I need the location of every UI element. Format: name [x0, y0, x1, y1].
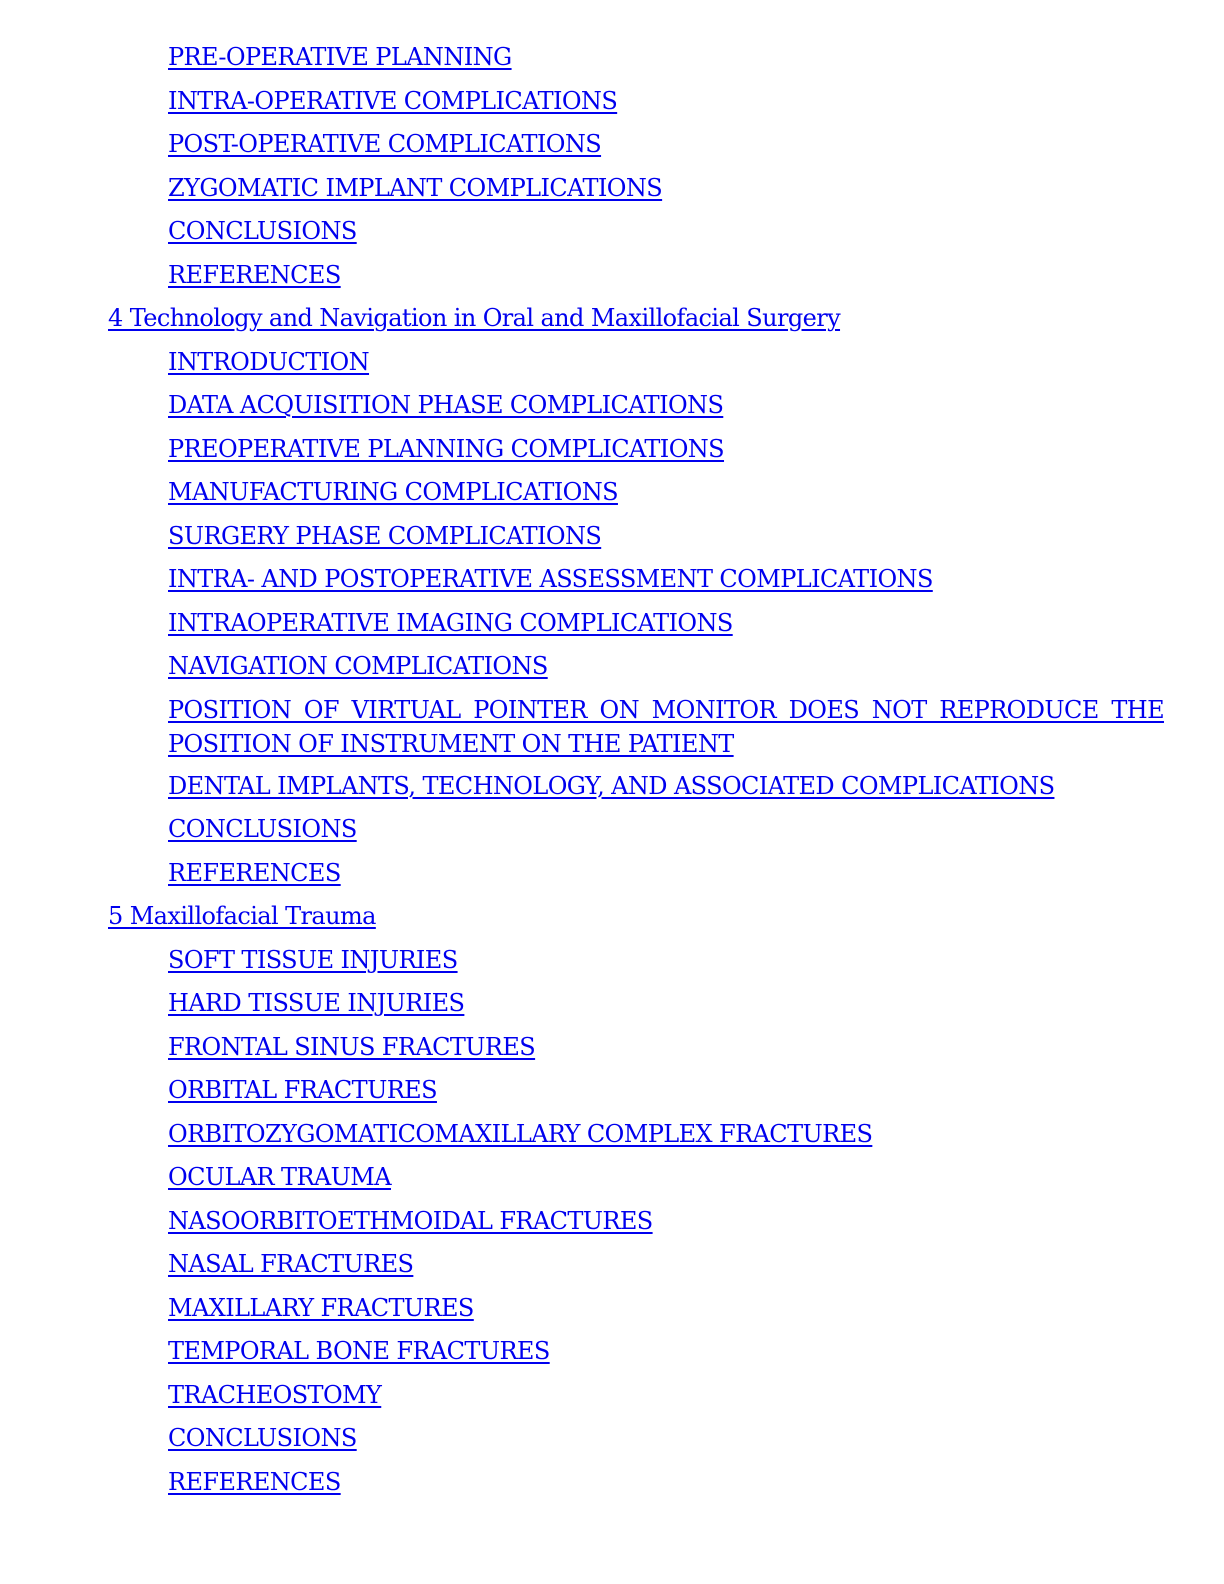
toc-link-conclusions[interactable]: CONCLUSIONS [168, 217, 357, 245]
toc-link-maxillary-fractures[interactable]: MAXILLARY FRACTURES [168, 1293, 474, 1322]
toc-link-references[interactable]: REFERENCES [168, 260, 341, 289]
toc-link-navigation-complications[interactable]: NAVIGATION COMPLICATIONS [168, 652, 548, 680]
toc-link-references[interactable]: REFERENCES [168, 858, 341, 887]
toc-link-dental-implants[interactable]: DENTAL IMPLANTS, TECHNOLOGY, AND ASSOCIATED COMPLICATIONS [168, 771, 1055, 800]
toc-link-conclusions[interactable]: CONCLUSIONS [168, 1424, 357, 1452]
toc-link-manufacturing[interactable]: MANUFACTURING COMPLICATIONS [168, 478, 618, 506]
toc-link-hard-tissue-injuries[interactable]: HARD TISSUE INJURIES [168, 989, 465, 1017]
toc-link-references[interactable]: REFERENCES [168, 1467, 341, 1496]
toc-link-preoperative-planning[interactable]: PREOPERATIVE PLANNING COMPLICATIONS [168, 434, 725, 463]
toc-link-virtual-pointer-position[interactable]: POSITION OF VIRTUAL POINTER ON MONITOR DOES NOT REPRODUCE THE POSITION OF INSTRUMENT ON THE PATIENT [168, 695, 1164, 758]
table-of-contents [0, 38, 1224, 1506]
toc-link-nasal-fractures[interactable]: NASAL FRACTURES [168, 1250, 414, 1278]
toc-link-ocular-trauma[interactable]: OCULAR TRAUMA [168, 1163, 391, 1191]
toc-link-soft-tissue-injuries[interactable]: SOFT TISSUE INJURIES [168, 945, 458, 974]
toc-link-tracheostomy[interactable]: TRACHEOSTOMY [168, 1380, 382, 1409]
toc-link-ozmc-fractures[interactable]: ORBITOZYGOMATICOMAXILLARY COMPLEX FRACTURES [168, 1119, 873, 1148]
toc-link-conclusions[interactable]: CONCLUSIONS [168, 815, 357, 843]
toc-link-pre-operative-planning[interactable]: PRE-OPERATIVE PLANNING [168, 43, 512, 71]
toc-chapter-4-link[interactable]: 4 Technology and Navigation in Oral and Maxillofacial Surgery [108, 304, 841, 332]
toc-link-data-acquisition[interactable]: DATA ACQUISITION PHASE COMPLICATIONS [168, 391, 724, 419]
toc-link-surgery-phase[interactable]: SURGERY PHASE COMPLICATIONS [168, 521, 602, 550]
toc-link-temporal-bone-fractures[interactable]: TEMPORAL BONE FRACTURES [168, 1337, 550, 1365]
toc-link-zygomatic-implant-complications[interactable]: ZYGOMATIC IMPLANT COMPLICATIONS [168, 173, 663, 202]
toc-link-post-operative-complications[interactable]: POST-OPERATIVE COMPLICATIONS [168, 130, 602, 158]
toc-link-frontal-sinus-fractures[interactable]: FRONTAL SINUS FRACTURES [168, 1032, 536, 1061]
toc-link-intra-postoperative-assessment[interactable]: INTRA- AND POSTOPERATIVE ASSESSMENT COMPLICATIONS [168, 565, 933, 593]
toc-chapter-5-link[interactable]: 5 Maxillofacial Trauma [108, 902, 376, 930]
toc-link-noe-fractures[interactable]: NASOORBITOETHMOIDAL FRACTURES [168, 1206, 653, 1235]
toc-link-intra-operative-complications[interactable]: INTRA-OPERATIVE COMPLICATIONS [168, 86, 618, 115]
toc-link-introduction[interactable]: INTRODUCTION [168, 347, 370, 376]
toc-link-orbital-fractures[interactable]: ORBITAL FRACTURES [168, 1076, 437, 1104]
toc-link-intraoperative-imaging[interactable]: INTRAOPERATIVE IMAGING COMPLICATIONS [168, 608, 733, 637]
